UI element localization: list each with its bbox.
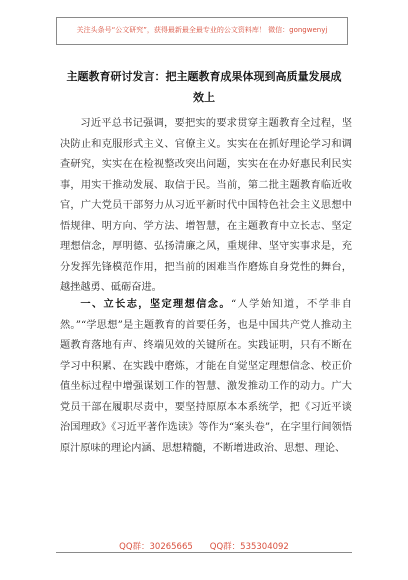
paragraph-1: 习近平总书记强调，要把实的要求贯穿主题教育全过程，坚决防止和克服形式主义、官僚主义。实实在在抓好理论学习和调查研究，实实在在检视整改突出问题，实实在在办好惠民利民实事，用实干推动发展、取信于民。当前，第二批主题教育临近收官，广大党员干部努力从习近平新时代中国特色社会主义思想中悟规律、明方向、学方法、增智慧，在主题教育中立长志、坚定理想信念，厚明德、弘扬清廉之风，重规律、坚守实事求是，充分发挥先锋模范作用，把当前的困难当作磨炼自身党性的舞台，越挫越勇、砥砺奋进。	[60, 118, 352, 293]
document-title-line1: 主题教育研讨发言：把主题教育成果体现到高质量发展成	[66, 70, 342, 83]
paragraph-2-body: “人学始知道，不学非自然。”“学思想”是主题教育的首要任务，也是中国共产党人推动主题教育落地有声、终端见效的关键所在。实践证明，只有不断在学习中积累、在实践中磨炼，才能在自觉坚定理想信念、校正价值坐标过程中增强谋划工作的智慧、激发推动工作的动力。广大党员干部在履职尽责中，要坚持原原本本系统学，把《习近平谈治国理政》《习近平著作选读》等作为“案头卷”，在字里行间领悟原汁原味的理论内涵、思想精髓，不断增进政治、思想、理论、	[60, 299, 352, 454]
section-heading: 一、立长志，坚定理想信念。	[80, 299, 231, 310]
header-banner	[56, 17, 348, 45]
footer-qq-groups: QQ群：30265665 QQ群：535304092	[119, 542, 289, 552]
header-text: 关注头条号“公文研究”，获得最新最全最专业的公文资料库！ 微信：gongwenyj	[76, 26, 328, 34]
document-title-line2: 效上	[193, 91, 215, 104]
footer-divider	[56, 552, 352, 553]
paragraph-2	[60, 295, 352, 459]
